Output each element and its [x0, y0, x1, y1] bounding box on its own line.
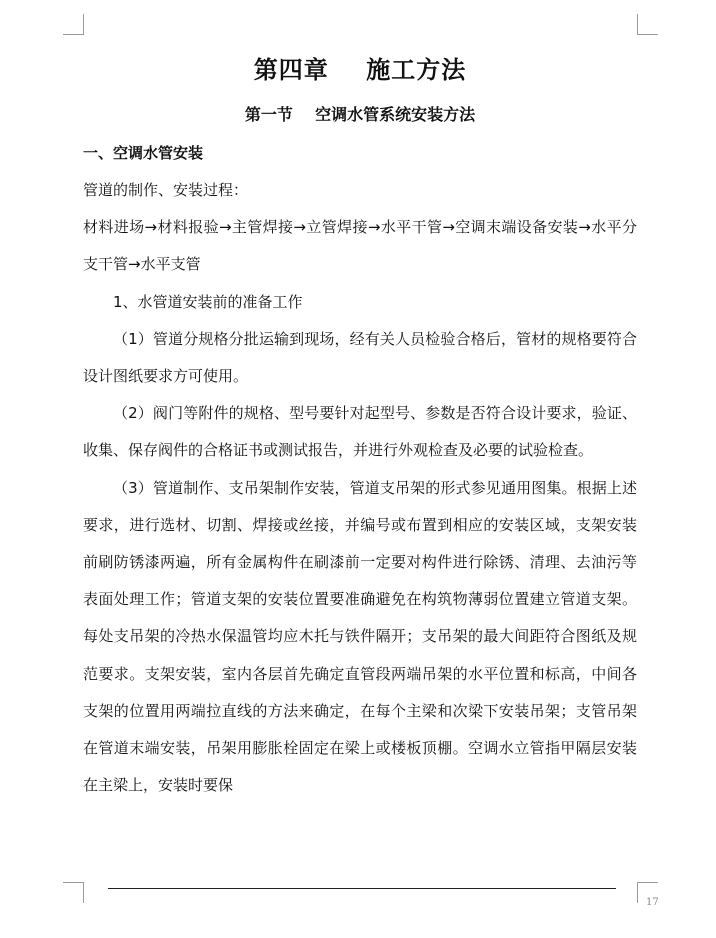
- section-title: 第一节 空调水管系统安装方法: [244, 105, 476, 124]
- footer-rule: [108, 888, 616, 889]
- body-paragraph: （2）阀门等附件的规格、型号要针对起型号、参数是否符合设计要求，验证、收集、保存阀件的合格证书或测试报告，并进行外观检查及必要的试验检查。: [83, 404, 637, 460]
- page-corner-mark-top-left: [63, 14, 84, 35]
- subsection-title: 一、空调水管安装: [83, 144, 204, 162]
- chapter-title: 第四章 施工方法: [253, 55, 467, 84]
- body-paragraph: （1）管道分规格分批运输到现场，经有关人员检验合格后，管材的规格要符合设计图纸要求方可使用。: [83, 329, 637, 386]
- page-content: [83, 48, 637, 804]
- page-corner-mark-top-right: [637, 14, 658, 35]
- page-number: 17: [646, 897, 659, 908]
- body-paragraph: 1、水管道安装前的准备工作: [113, 292, 303, 311]
- body-paragraph: 材料进场→材料报验→主管焊接→立管焊接→水平干管→空调末端设备安装→水平分支干管→水平支管: [83, 218, 637, 274]
- body-paragraph: 管道的制作、安装过程：: [83, 181, 249, 199]
- page-corner-mark-bottom-left: [63, 882, 84, 903]
- body-paragraph: （3）管道制作、支吊架制作安装，管道支吊架的形式参见通用图集。根据上述要求，进行选材、切割、焊接或丝接，并编号或布置到相应的安装区域，支架安装前刷防锈漆两遍，所有金属构件在刷漆前一定要对构件进行除锈、清理、去油污等表面处理工作；管道支架的安装位置要准确避免在构筑物薄弱位置建立管道支架。每处支吊架的冷热水保温管均应木托与铁件隔开；支吊架的最大间距符合图纸及规范要求。支架安装，室内各层首先确定直管段两端吊架的水平位置和标高，中间各支架的位置用两端拉直线的方法来确定，在每个主梁和次梁下安装吊架；支管吊架在管道末端安装，吊架用膨胀栓固定在梁上或楼板顶棚。空调水立管指甲隔层安装在主梁上，安装时要保: [83, 478, 637, 795]
